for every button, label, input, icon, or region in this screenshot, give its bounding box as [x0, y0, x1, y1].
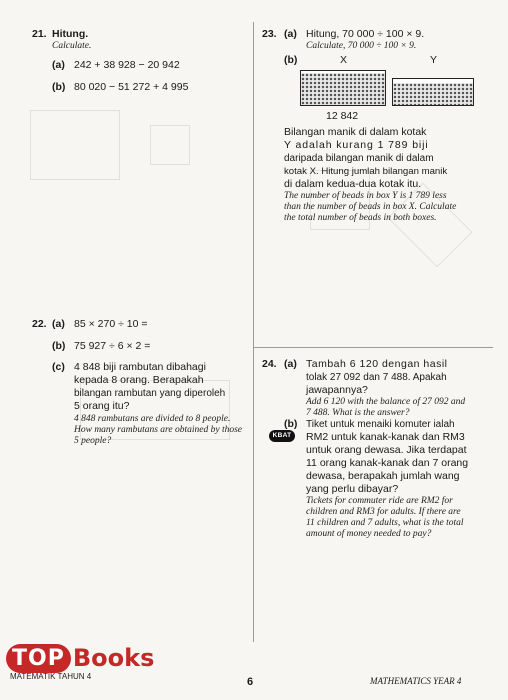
problem-line: 4 848 biji rambutan dibahagi	[74, 361, 206, 373]
problem-line: 11 orang kanak-kanak dan 7 orang	[306, 457, 469, 469]
part-label: (b)	[284, 418, 298, 430]
expression-a: Hitung, 70 000 ÷ 100 × 9.	[306, 28, 425, 40]
box-y-label: Y	[430, 54, 438, 66]
problem-line: jawapannya?	[306, 384, 368, 396]
problem-line: Tambah 6 120 dengan hasil	[306, 358, 448, 370]
expression-a: 242 + 38 928 − 20 942	[74, 59, 180, 71]
problem-translation: 11 children and 7 adults, what is the total	[306, 518, 464, 528]
part-label: (a)	[284, 358, 297, 370]
column-divider	[253, 22, 254, 642]
box-y	[392, 78, 474, 106]
problem-translation: children and RM3 for adults. If there are	[306, 507, 461, 517]
problem-line: di dalam kedua-dua kotak itu.	[284, 178, 422, 190]
question-22	[32, 318, 250, 448]
problem-line: bilangan rambutan yang diperoleh	[74, 388, 226, 399]
instruction-translation: Calculate.	[52, 41, 92, 51]
problem-line: Y adalah kurang 1 789 biji	[284, 139, 429, 151]
problem-translation: Tickets for commuter ride are RM2 for	[306, 496, 453, 506]
ghost-shape	[30, 110, 120, 180]
page-number: 6	[247, 676, 254, 688]
box-x	[300, 70, 386, 106]
expression-translation: Calculate, 70 000 ÷ 100 × 9.	[306, 41, 417, 51]
problem-line: kepada 8 orang. Berapakah	[74, 374, 204, 386]
word-problem-a	[306, 358, 502, 419]
expression-b: 75 927 ÷ 6 × 2 =	[74, 340, 151, 352]
problem-translation: The number of beads in box Y is 1 789 less	[284, 191, 447, 201]
ghost-shape	[150, 125, 190, 165]
question-number: 23.	[262, 28, 277, 40]
problem-line: Tiket untuk menaiki komuter ialah	[306, 419, 455, 430]
problem-line: RM2 untuk kanak-kanak dan RM3	[306, 431, 465, 443]
question-21	[32, 28, 247, 108]
problem-translation: the total number of beads in both boxes.	[284, 213, 437, 223]
word-problem-c	[74, 361, 249, 447]
box-x-label: X	[340, 54, 348, 66]
part-label: (a)	[284, 28, 297, 40]
part-label: (b)	[52, 340, 66, 352]
problem-line: yang perlu dibayar?	[306, 483, 399, 495]
problem-translation: 4 848 rambutans are divided to 8 people.	[74, 414, 231, 424]
problem-translation: amount of money needed to pay?	[306, 529, 432, 539]
problem-line: 5 orang itu?	[74, 400, 130, 412]
kbat-badge: KBAT	[269, 430, 295, 442]
part-label: (b)	[52, 81, 66, 93]
problem-line: Bilangan manik di dalam kotak	[284, 126, 427, 138]
part-label: (a)	[52, 318, 65, 330]
beads-y	[393, 83, 473, 105]
box-x-count: 12 842	[326, 110, 359, 122]
question-number: 22.	[32, 318, 47, 330]
part-label: (c)	[52, 361, 65, 373]
word-problem-b	[284, 126, 502, 224]
problem-translation: 7 488. What is the answer?	[306, 408, 410, 418]
problem-line: tolak 27 092 dan 7 488. Apakah	[306, 372, 447, 383]
problem-translation: 5 people?	[74, 436, 112, 446]
question-24	[262, 358, 502, 628]
topbooks-logo	[6, 640, 154, 676]
logo-top-text: TOP	[6, 644, 71, 673]
question-number: 24.	[262, 358, 277, 370]
problem-line: untuk orang dewasa. Jika terdapat	[306, 444, 467, 456]
expression-b: 80 020 − 51 272 + 4 995	[74, 81, 189, 93]
problem-line: kotak X. Hitung jumlah bilangan manik	[284, 166, 448, 177]
question-23	[262, 28, 502, 223]
footer-left: MATEMATIK TAHUN 4	[10, 672, 92, 681]
problem-line: dewasa, berapakah jumlah wang	[306, 470, 460, 482]
logo-books-text: Books	[72, 644, 155, 672]
problem-translation: than the number of beads in box X. Calculate	[284, 202, 457, 212]
instruction: Hitung.	[52, 28, 89, 40]
question-number: 21.	[32, 28, 47, 40]
expression-a: 85 × 270 ÷ 10 =	[74, 318, 148, 330]
problem-line: daripada bilangan manik di dalam	[284, 153, 434, 164]
footer-right: MATHEMATICS YEAR 4	[370, 676, 462, 686]
part-label: (a)	[52, 59, 65, 71]
part-label: (b)	[284, 54, 298, 66]
problem-translation: Add 6 120 with the balance of 27 092 and	[306, 397, 466, 407]
word-problem-b	[306, 418, 502, 540]
beads-x	[301, 73, 385, 105]
section-divider	[253, 347, 493, 348]
problem-translation: How many rambutans are obtained by those	[74, 425, 242, 435]
